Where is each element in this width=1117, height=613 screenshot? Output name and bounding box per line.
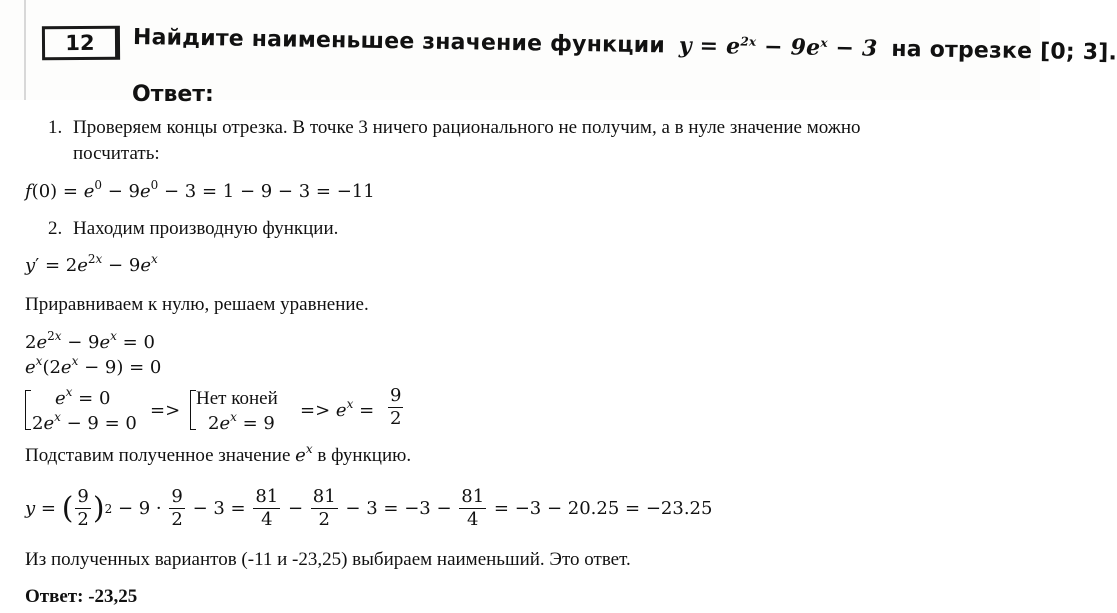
task-answer-label-cut: Ответ: <box>132 82 214 107</box>
task-number: 12 <box>65 30 95 56</box>
step1-number: 1. <box>48 117 63 138</box>
answer-value: -23,25 <box>88 586 138 607</box>
choose-text: Из полученных вариантов (-11 и -23,25) выбираем наименьший. Это ответ. <box>25 549 631 570</box>
step2-number: 2. <box>48 218 63 239</box>
system-bracket-1 <box>25 390 31 430</box>
system2-row1: Нет коней <box>196 388 278 409</box>
task-statement <box>133 24 1117 65</box>
task-function: $y = e^{2x} - 9e^x - 3$ <box>678 32 878 62</box>
step1-text: Проверяем концы отрезка. В точке 3 ничего рационального не получим, а в нуле значение можно <box>73 117 861 138</box>
result-fraction: $\frac{9}{2}$ <box>390 385 402 429</box>
task-text-before: Найдите наименьшее значение функции <box>132 25 666 59</box>
step2 <box>48 218 338 240</box>
implies-arrow-2: => $e^x$ = <box>300 397 375 421</box>
scan-edge <box>24 0 26 100</box>
task-text-after: на отрезке [0; 3]. <box>891 36 1117 66</box>
implies-arrow-1: => <box>150 400 181 421</box>
system2-row2: $2e^x = 9$ <box>208 410 275 434</box>
implies-arrow-2-text: => <box>300 400 331 421</box>
f0-equation: $f(0) = e^0 - 9e^0 - 3 = 1 - 9 - 3 = -11$ <box>25 178 375 202</box>
final-answer <box>25 586 137 608</box>
answer-label: Ответ: <box>25 586 84 607</box>
task-number-box <box>42 26 120 61</box>
set-zero-text: Приравниваем к нулю, решаем уравнение. <box>25 294 369 315</box>
task-header-scan <box>0 0 1117 107</box>
derivative-formula: $y' = 2e^{2x} - 9e^x$ <box>25 252 158 276</box>
substitute-text: Подставим полученное значение $e^x$ в функцию. <box>25 442 412 466</box>
equation-1: $2e^{2x} - 9e^x = 0$ <box>25 329 155 353</box>
system1-row2: $2e^x - 9 = 0$ <box>32 410 137 434</box>
step1 <box>48 117 861 139</box>
equation-2: $e^x(2e^x - 9) = 0$ <box>25 354 162 378</box>
substitute-text-after: в функцию. <box>317 445 412 466</box>
final-calculation: y = ( $\frac{9}{2}$ ) 2 − 9 · $\frac{9}{2}$ − 3 = $\frac{81}{4}$ − $\frac{81}{2}$ − 3 = −3 − $\frac{81}{4}$ = −3 − 20.25 = −23.25 <box>25 486 713 530</box>
step2-text: Находим производную функции. <box>73 218 339 239</box>
substitute-text-before: Подставим полученное значение <box>25 445 291 466</box>
system1-row1: $e^x = 0$ <box>55 385 111 409</box>
step1-continuation: посчитать: <box>73 143 160 164</box>
